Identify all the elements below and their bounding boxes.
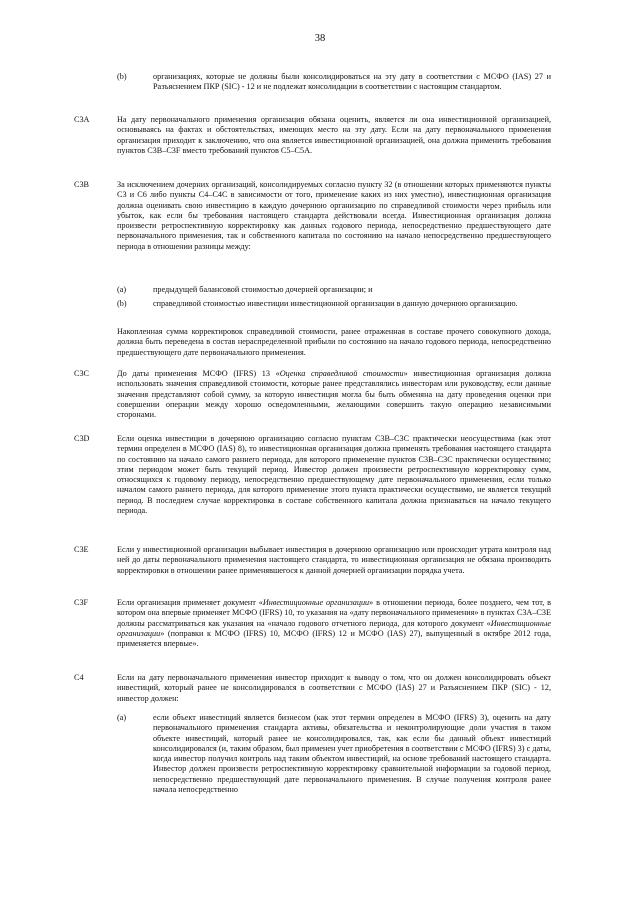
list-item xyxy=(153,299,551,309)
list-item xyxy=(153,713,551,795)
paragraph-text: За исключением дочерних организаций, консолидируемых согласно пункту 32 (в отношении которых применяются пункты C3 и C6 либо пункты C4–C4C в зависимости от того, применение каких из них уместно), инвестиционная организация должна оценивать свою инвестицию в каждую дочернюю организацию по справедливой стоимости через прибыль или убыток, как если бы требования настоящего стандарта действовали всегда. Инвестиционная организация должна произвести ретроспективную корректировку как данных годового периода, непосредственно предшествующего дате первоначального применения, так и собственного капитала по состоянию на начало непосредственно предшествующего периода в отношении разницы между: xyxy=(117,180,551,251)
paragraph-number: C4 xyxy=(74,673,84,682)
paragraph-text: если объект инвестиций является бизнесом (как этот термин определен в МСФО (IFRS) 3), оценить на дату первоначального применения стандарта активы, обязательства и неконтролирующие доли участия в таком объекте инвестиций, который ранее не консолидировался, так, как если бы данный объект инвестиций консолидировался (и, таким образом, был применен учет приобретения в соответствии с МСФО (IFRS) 3) с даты, когда инвестор получил контроль над таким объектом инвестиций, на основе требований настоящего стандарта. Инвестор должен произвести ретроспективную корректировку сравнительной информации за годовой период, непосредственно предшествующий дате первоначального применения. В случае получения контроля ранее начала непосредственно xyxy=(153,713,551,795)
paragraph-text: Если организация применяет документ «Инвестиционные организации» в отношении периода, более позднего, чем тот, в котором она впервые применяет МСФО (IFRS) 10, то указания на «дату первоначального применения» в пунктах C3A–C3E должны рассматриваться как указания на «начало годового отчетного периода, для которого документ «Инвестиционные организации» (поправки к МСФО (IFRS) 10, МСФО (IFRS) 12 и МСФО (IAS) 27), выпущенный в октябре 2012 года, применяется впервые». xyxy=(117,598,551,649)
paragraph-text: Накопленная сумма корректировок справедливой стоимости, ранее отраженная в составе прочего совокупного дохода, должна быть переведена в состав нераспределенной прибыли по состоянию на начало годового периода, непосредственно предшествующего дате первоначального применения. xyxy=(117,327,551,357)
paragraph-text: предыдущей балансовой стоимостью дочерней организации; и xyxy=(153,285,373,294)
paragraph-text: Если у инвестиционной организации выбывает инвестиция в дочернюю организацию или происходит утрата контроля над ней до даты первоначального применения настоящего стандарта, то инвестиционная организация не обязана производить корректировки в отношении ранее применявшегося к данной дочерней организации порядка учета. xyxy=(117,545,551,575)
paragraph-c3e xyxy=(117,545,551,576)
list-item-label: (a) xyxy=(117,285,127,294)
paragraph-number: C3F xyxy=(74,598,89,607)
paragraph-c3d xyxy=(117,434,551,516)
paragraph-text: На дату первоначального применения организация обязана оценить, является ли она инвестиционной организацией, основываясь на фактах и обстоятельствах, имеющих место на эту дату. Если на дату первоначального применения организация приходит к заключению, что она является инвестиционной организацией, она должна применить требования пунктов C3B–C3F вместо требований пунктов C5–C5A. xyxy=(117,115,551,155)
list-item xyxy=(153,72,551,93)
list-item-label: (b) xyxy=(117,72,127,81)
paragraph-c3b xyxy=(117,180,551,252)
list-item-label: (a) xyxy=(117,713,127,722)
list-item-label: (b) xyxy=(117,299,127,308)
document-title-italic: Инвестиционные организации xyxy=(262,598,370,607)
paragraph-c3a xyxy=(117,115,551,156)
list-item xyxy=(153,285,551,295)
paragraph-c3c xyxy=(117,369,551,420)
paragraph-text: Если оценка инвестиции в дочернюю организацию согласно пунктам C3B–C3C практически неосуществима (как этот термин определен в МСФО (IAS) 8), то инвестиционная организация должна применять требования настоящего стандарта по состоянию на начало самого раннего периода, для которого применение пунктов C3B–C3C практически осуществимо; этим периодом может быть текущий период. Инвестор должен произвести ретроспективную корректировку сумм, относящихся к годовому периоду, непосредственно предшествующему дате первоначального применения, если только началом самого раннего периода, для которого применение этого пункта практически осуществимо, не является текущий период. В последнем случае корректировка в составе собственного капитала должна признаваться на начало текущего периода. xyxy=(117,434,551,516)
paragraph-number: C3E xyxy=(74,545,89,554)
paragraph-c3b-tail xyxy=(117,327,551,358)
paragraph-text: До даты применения МСФО (IFRS) 13 «Оценка справедливой стоимости» инвестиционная организация должна использовать значения справедливой стоимости, которые ранее представлялись инвесторам или руководству, если данные значения представляют собой сумму, за которую инвестиция могла бы быть обменяна на дату проведения оценки при совершении операции между хорошо осведомленными, желающими совершить такую операцию независимыми сторонами. xyxy=(117,369,551,420)
paragraph-number: C3B xyxy=(74,180,90,189)
paragraph-c4 xyxy=(117,673,551,704)
paragraph-text: справедливой стоимостью инвестиции инвестиционной организации в данную дочернюю организацию. xyxy=(153,299,518,308)
paragraph-c3f xyxy=(117,598,551,649)
paragraph-text: организациях, которые не должны были консолидироваться на эту дату в соответствии с МСФО (IAS) 27 и Разъяснением ПКР (SIC) - 12 и не подлежат консолидации в соответствии с настоящим стандартом. xyxy=(153,72,551,92)
paragraph-number: C3A xyxy=(74,115,90,124)
page-number: 38 xyxy=(314,33,326,44)
document-title-italic: Инвестиционные организации xyxy=(117,618,551,638)
document-title-italic: Оценка справедливой стоимости xyxy=(279,369,404,378)
paragraph-number: C3C xyxy=(74,369,90,378)
paragraph-number: C3D xyxy=(74,434,90,443)
paragraph-text: Если на дату первоначального применения инвестор приходит к выводу о том, что он должен консолидировать объект инвестиций, который ранее не консолидировался в соответствии с МСФО (IAS) 27 и Разъяснением ПКР (SIC) - 12, инвестор должен: xyxy=(117,673,551,703)
